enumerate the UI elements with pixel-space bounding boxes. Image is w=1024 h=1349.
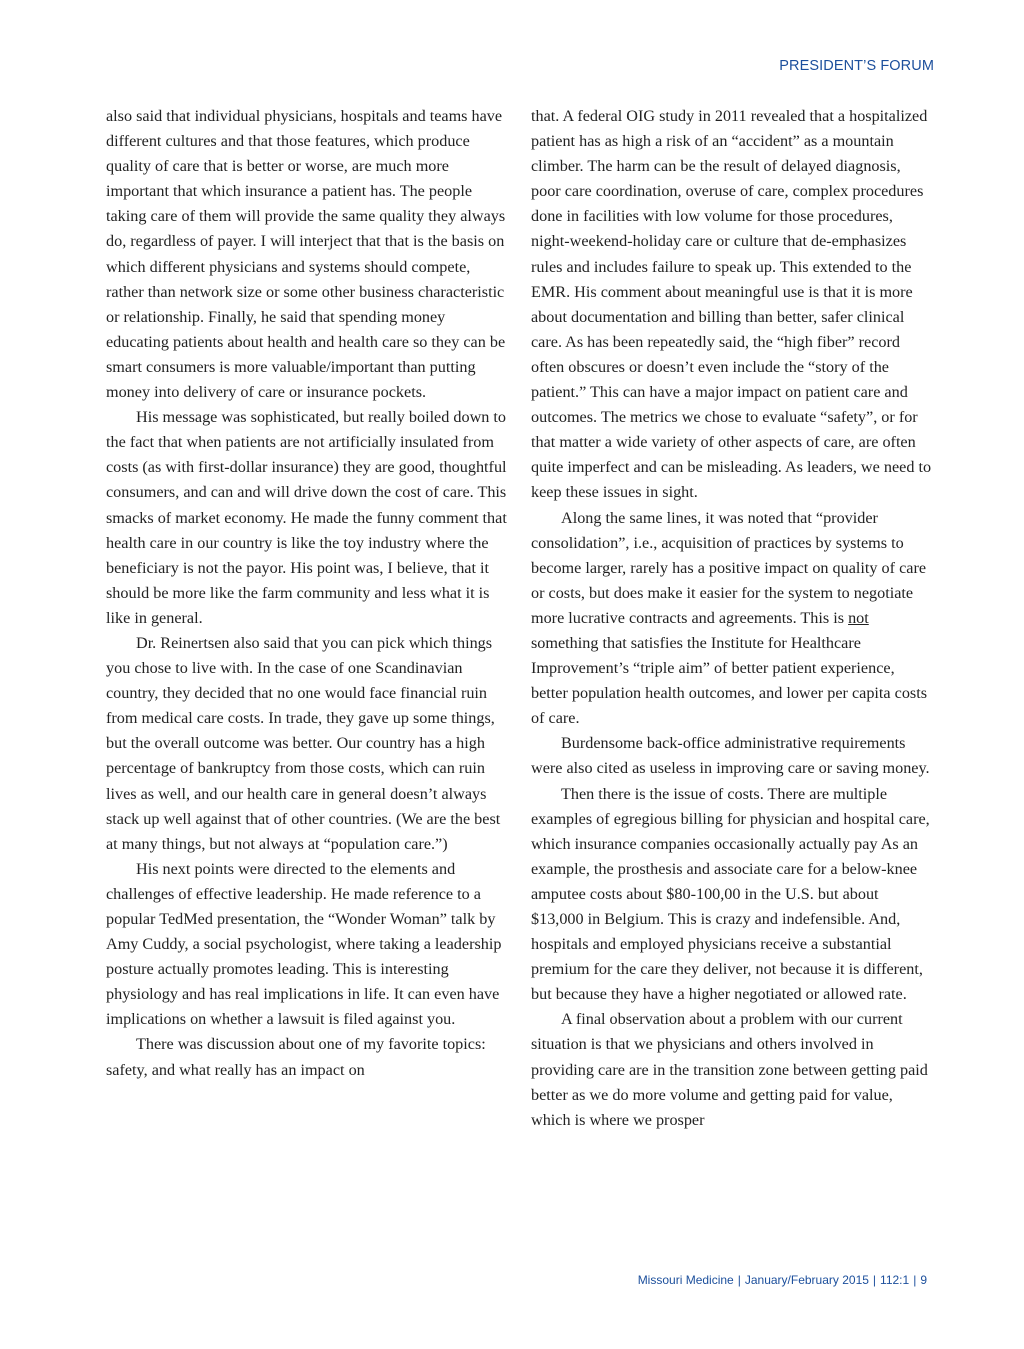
paragraph-text: Along the same lines, it was noted that “provider consolidation”, i.e., acquisition of practices by systems to become larger, rarely has a positive impact on quality of care or costs, but does make it easier for the system to negotiate more lucrative contracts and agreements. This is — [531, 508, 927, 627]
footer-separator: | — [872, 1273, 877, 1287]
footer-separator: | — [913, 1273, 917, 1287]
footer-separator: | — [737, 1273, 741, 1287]
volume-issue: 112:1 — [880, 1273, 910, 1287]
paragraph — [531, 506, 933, 732]
paragraph: Burdensome back-office administrative requirements were also cited as useless in improving care or saving money. — [531, 734, 930, 778]
paragraph: that. A federal OIG study in 2011 revealed that a hospitalized patient has as high a risk of an “accident” as a mountain climber. The harm can be the result of delayed diagnosis, poor care coordination, overuse of care, complex procedures done in facilities with low volume for those procedures, night-weekend-holiday care or culture that de-emphasizes rules and includes failure to speak up. This extended to the EMR. His comment about meaningful use is that it is more about documentation and billing than better, safer clinical care. As has been repeatedly said, the “high fiber” record often obscures or doesn’t even include the “story of the patient.” This can have a major impact on patient care and outcomes. The metrics we chose to evaluate “safety”, or for that matter a wide variety of other aspects of care, are often quite imperfect and can be misleading. As leaders, we need to keep these issues in sight. — [531, 107, 932, 502]
paragraph: His message was sophisticated, but really boiled down to the fact that when patients are not artificially insulated from costs (as with first-dollar insurance) they are good, thoughtful consumers, and can and will drive down the cost of care. This smacks of market economy. He made the funny comment that health care in our country is like the toy industry where the beneficiary is not the payor. His point was, I believe, that it should be more like the farm community and less what it is like in general. — [106, 408, 507, 627]
underlined-word: not — [848, 608, 869, 627]
page-number: 9 — [920, 1273, 927, 1287]
paragraph: There was discussion about one of my favorite topics: safety, and what really has an impact on — [106, 1035, 486, 1079]
journal-name: Missouri Medicine — [637, 1273, 734, 1287]
paragraph-text: something that satisfies the Institute for Healthcare Improvement’s “triple aim” of better patient experience, better population health outcomes, and lower per capita costs of care. — [531, 633, 928, 728]
paragraph: A final observation about a problem with our current situation is that we physicians and others involved in providing care are in the transition zone between getting paid better as we do more volume and getting paid for value, which is where we prosper — [531, 1010, 928, 1129]
section-header: PRESIDENT’S FORUM — [779, 58, 934, 74]
right-column — [531, 104, 933, 1133]
left-column — [106, 104, 508, 1083]
paragraph: Dr. Reinertsen also said that you can pick which things you chose to live with. In the case of one Scandinavian country, they decided that no one would face financial ruin from medical care costs. In trade, they gave up some things, but the overall outcome was better. Our country has a high percentage of bankruptcy from those costs, which can ruin lives as well, and our health care in general doesn’t always stack up well against that of other countries. (We are the best at many things, but not always at “population care.”) — [106, 633, 501, 853]
page-footer — [638, 1273, 927, 1287]
paragraph: Then there is the issue of costs. There are multiple examples of egregious billing for physician and hospital care, which insurance companies occasionally actually pay As an example, the prosthesis and associate care for a below-knee amputee costs about $80-100,00 in the U.S. but about $13,000 in Belgium. This is crazy and indefensible. And, hospitals and employed physicians receive a substantial premium for the care they deliver, not because it is different, but because they have a higher negotiated or allowed rate. — [531, 784, 930, 1004]
paragraph: also said that individual physicians, hospitals and teams have different cultures and that those features, which produce quality of care that is better or worse, are much more important that which insurance a patient has. The people taking care of them will provide the same quality they always do, regardless of payer. I will interject that that is the basis on which different physicians and systems should compete, rather than network size or some other business characteristic or relationship. Finally, he said that spending money educating patients about health and health care so they can be smart consumers is more valuable/important than putting money into delivery of care or insurance pockets. — [106, 107, 506, 402]
paragraph: His next points were directed to the elements and challenges of effective leadership. He made reference to a popular TedMed presentation, the “Wonder Woman” talk by Amy Cuddy, a social psychologist, where taking a leadership posture actually promotes leading. This is interesting physiology and has real implications in life. It can even have implications on whether a lawsuit is filed against you. — [106, 859, 502, 1029]
issue-date: January/February 2015 — [744, 1273, 869, 1287]
